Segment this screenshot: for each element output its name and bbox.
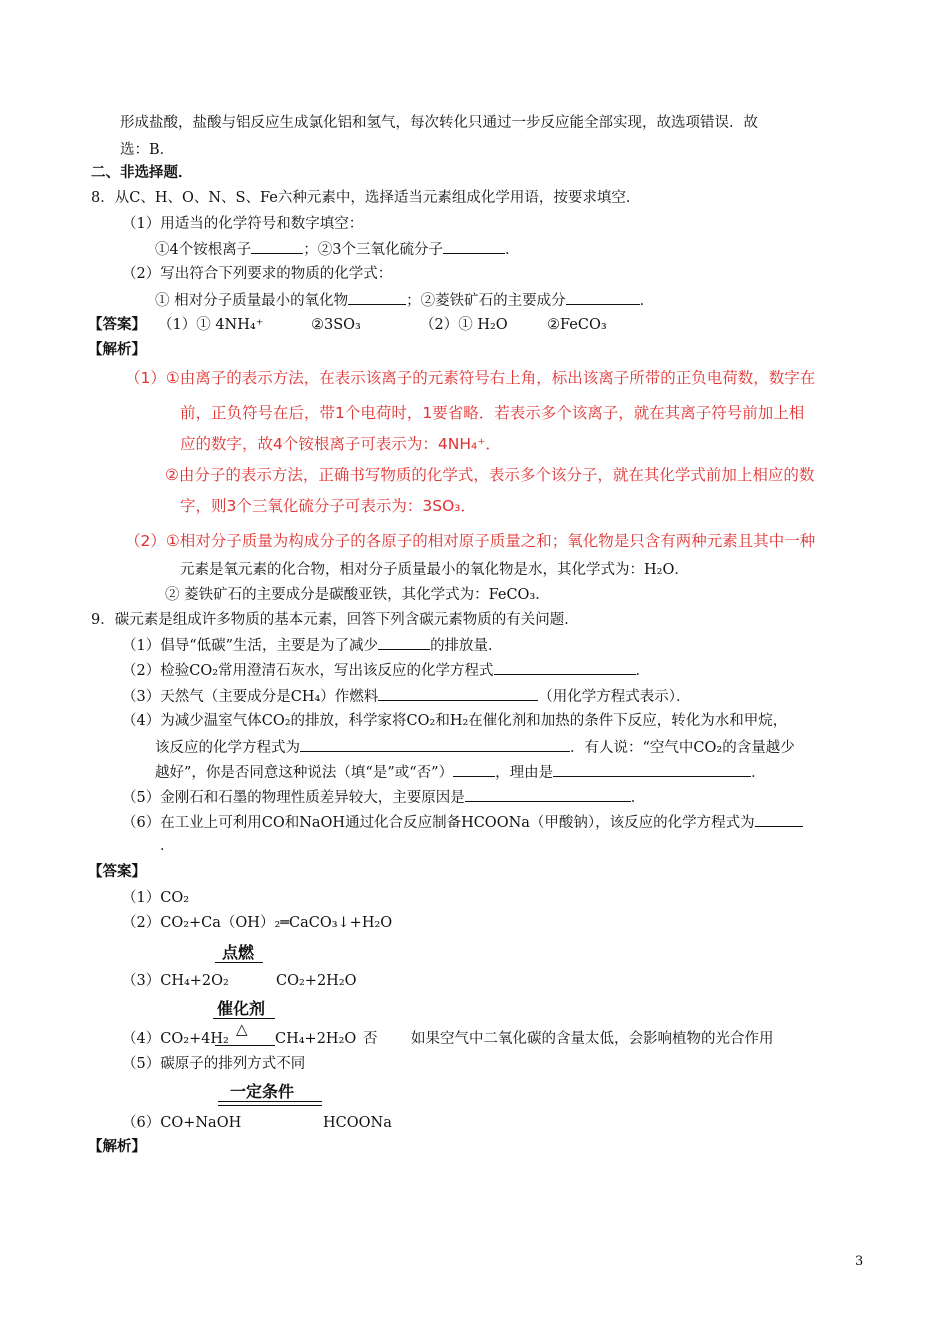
answer-blank[interactable] bbox=[755, 812, 803, 827]
q9-text: （1）倡导“低碳”生活，主要是为了减少 bbox=[122, 638, 379, 654]
q9-text: ． bbox=[751, 765, 766, 781]
text-line: 选：B． bbox=[120, 142, 175, 158]
q9-answer-1: （1）CO₂ bbox=[122, 890, 190, 906]
answer-label: 【答案】 bbox=[88, 863, 146, 880]
analysis-line: ② 菱铁矿石的主要成分是碳酸亚铁，其化学式为：FeCO₃． bbox=[165, 587, 550, 603]
analysis-red-line: 应的数字，故4个铵根离子可表示为：4NH₄⁺． bbox=[180, 435, 501, 453]
q9-text: 的排放量． bbox=[430, 638, 503, 654]
q9-sub2 bbox=[122, 660, 650, 681]
q9-sub6 bbox=[122, 812, 803, 833]
q8-part1: （1）用适当的化学符号和数字填空： bbox=[122, 216, 364, 232]
q9-text: 该反应的化学方程式为 bbox=[155, 740, 300, 756]
q8-item: ①4个铵根离子 bbox=[155, 242, 252, 258]
q8-answer: （1）① 4NH₄⁺ bbox=[158, 317, 264, 333]
analysis-red-line: ②由分子的表示方法，正确书写物质的化学式，表示多个该分子，就在其化学式前加上相应的数 bbox=[165, 466, 815, 484]
q8-part1-items bbox=[155, 239, 519, 260]
q9-answer-4-judge: 否 bbox=[363, 1031, 378, 1047]
q9-sub4-line2 bbox=[155, 737, 795, 758]
q9-sub3 bbox=[122, 686, 691, 707]
q9-sub4-line3 bbox=[155, 762, 766, 783]
answer-blank[interactable] bbox=[553, 762, 751, 777]
equation-bar bbox=[218, 1101, 322, 1102]
q9-answer-6-left: （6）CO+NaOH bbox=[122, 1115, 242, 1131]
equation-bar bbox=[213, 1018, 275, 1019]
q8-item: ． bbox=[639, 293, 655, 309]
q8-item: ；②3个三氧化硫分子 bbox=[303, 242, 443, 258]
answer-blank[interactable] bbox=[443, 239, 505, 254]
q9-text: ．有人说：“空气中CO₂的含量越少 bbox=[570, 740, 795, 756]
q9-text: 越好”，你是否同意这种说法（填“是”或“否”） bbox=[155, 765, 454, 781]
q9-text: ，理由是 bbox=[495, 765, 554, 781]
q9-answer-2: （2）CO₂+Ca（OH）₂═CaCO₃↓+H₂O bbox=[122, 915, 393, 931]
section-title: 二、非选择题． bbox=[91, 164, 193, 181]
condition-certain: 一定条件 bbox=[230, 1082, 295, 1101]
q8-part2-items bbox=[155, 290, 654, 311]
q8-stem: 8．从C、H、O、N、S、Fe六种元素中，选择适当元素组成化学用语，按要求填空． bbox=[91, 190, 641, 206]
condition-ignite: 点燃 bbox=[222, 943, 255, 962]
text-line: 形成盐酸，盐酸与铝反应生成氯化铝和氢气，每次转化只通过一步反应能全部实现，故选项错误．故 bbox=[120, 115, 758, 131]
analysis-label: 【解析】 bbox=[88, 1138, 146, 1155]
equation-bar bbox=[218, 1105, 322, 1106]
condition-catalyst: 催化剂 bbox=[217, 999, 266, 1018]
q9-text: （3）天然气（主要成分是CH₄）作燃料 bbox=[122, 689, 379, 705]
q9-answer-3-right: CO₂+2H₂O bbox=[276, 973, 357, 989]
q8-answer: ②FeCO₃ bbox=[547, 317, 607, 333]
page-number: 3 bbox=[855, 1254, 864, 1269]
answer-blank[interactable] bbox=[378, 686, 538, 701]
q9-answer-3-left: （3）CH₄+2O₂ bbox=[122, 973, 229, 989]
q8-answer: （2）① H₂O bbox=[420, 317, 508, 333]
equation-bar bbox=[215, 1045, 275, 1046]
q8-answer: ②3SO₃ bbox=[311, 317, 361, 333]
answer-blank[interactable] bbox=[348, 290, 406, 305]
q9-text: （6）在工业上可利用CO和NaOH通过化合反应制备HCOONa（甲酸钠），该反应的化学方程式为 bbox=[122, 815, 755, 831]
heat-triangle-icon: △ bbox=[236, 1020, 248, 1038]
answer-blank[interactable] bbox=[465, 787, 631, 802]
q9-text: （用化学方程式表示）． bbox=[538, 689, 691, 705]
analysis-red-line: （1）①由离子的表示方法，在表示该离子的元素符号右上角，标出该离子所带的正负电荷数，数字在 bbox=[125, 369, 816, 387]
answer-blank[interactable] bbox=[566, 290, 640, 305]
q9-answer-5: （5）碳原子的排列方式不同 bbox=[122, 1056, 306, 1072]
answer-label: 【答案】 bbox=[88, 316, 146, 333]
q9-sub6-end: ． bbox=[160, 838, 175, 854]
analysis-label: 【解析】 bbox=[88, 341, 146, 358]
q9-answer-4-right: CH₄+2H₂O bbox=[275, 1031, 357, 1047]
answer-blank[interactable] bbox=[251, 239, 303, 254]
analysis-red-line: （2）①相对分子质量为构成分子的各原子的相对原子质量之和；氧化物是只含有两种元素且其中一种 bbox=[125, 532, 816, 550]
answer-blank[interactable] bbox=[300, 737, 570, 752]
q8-item: ；②菱铁矿石的主要成分 bbox=[406, 293, 566, 309]
q9-text: （2）检验CO₂常用澄清石灰水，写出该反应的化学方程式 bbox=[122, 663, 494, 679]
q9-sub1 bbox=[122, 635, 503, 656]
answer-blank[interactable] bbox=[453, 762, 495, 777]
q9-answer-6-right: HCOONa bbox=[323, 1115, 392, 1131]
analysis-red-line: 字，则3个三氧化硫分子可表示为：3SO₃． bbox=[180, 497, 476, 515]
answer-blank[interactable] bbox=[494, 660, 636, 675]
q9-sub5 bbox=[122, 787, 645, 808]
q8-part2: （2）写出符合下列要求的物质的化学式： bbox=[122, 266, 393, 282]
equation-bar bbox=[215, 962, 263, 963]
q8-item: ． bbox=[504, 242, 520, 258]
q9-text: ． bbox=[630, 790, 646, 806]
q9-stem: 9．碳元素是组成许多物质的基本元素，回答下列含碳元素物质的有关问题． bbox=[91, 612, 579, 628]
analysis-line: 元素是氧元素的化合物，相对分子质量最小的氧化物是水，其化学式为：H₂O． bbox=[180, 562, 689, 578]
q9-answer-4-left: （4）CO₂+4H₂ bbox=[122, 1031, 229, 1047]
q9-text: ． bbox=[635, 663, 651, 679]
q9-text: （5）金刚石和石墨的物理性质差异较大，主要原因是 bbox=[122, 790, 465, 806]
q9-sub4: （4）为减少温室气体CO₂的排放，科学家将CO₂和H₂在催化剂和加热的条件下反应，转化为水和甲烷， bbox=[122, 713, 788, 729]
answer-blank[interactable] bbox=[378, 635, 430, 650]
analysis-red-line: 前，正负符号在后，带1个电荷时，1要省略．若表示多个该离子，就在其离子符号前加上相 bbox=[180, 404, 805, 422]
q8-item: ① 相对分子质量最小的氧化物 bbox=[155, 293, 349, 309]
q9-answer-4-reason: 如果空气中二氧化碳的含量太低，会影响植物的光合作用 bbox=[411, 1031, 774, 1047]
